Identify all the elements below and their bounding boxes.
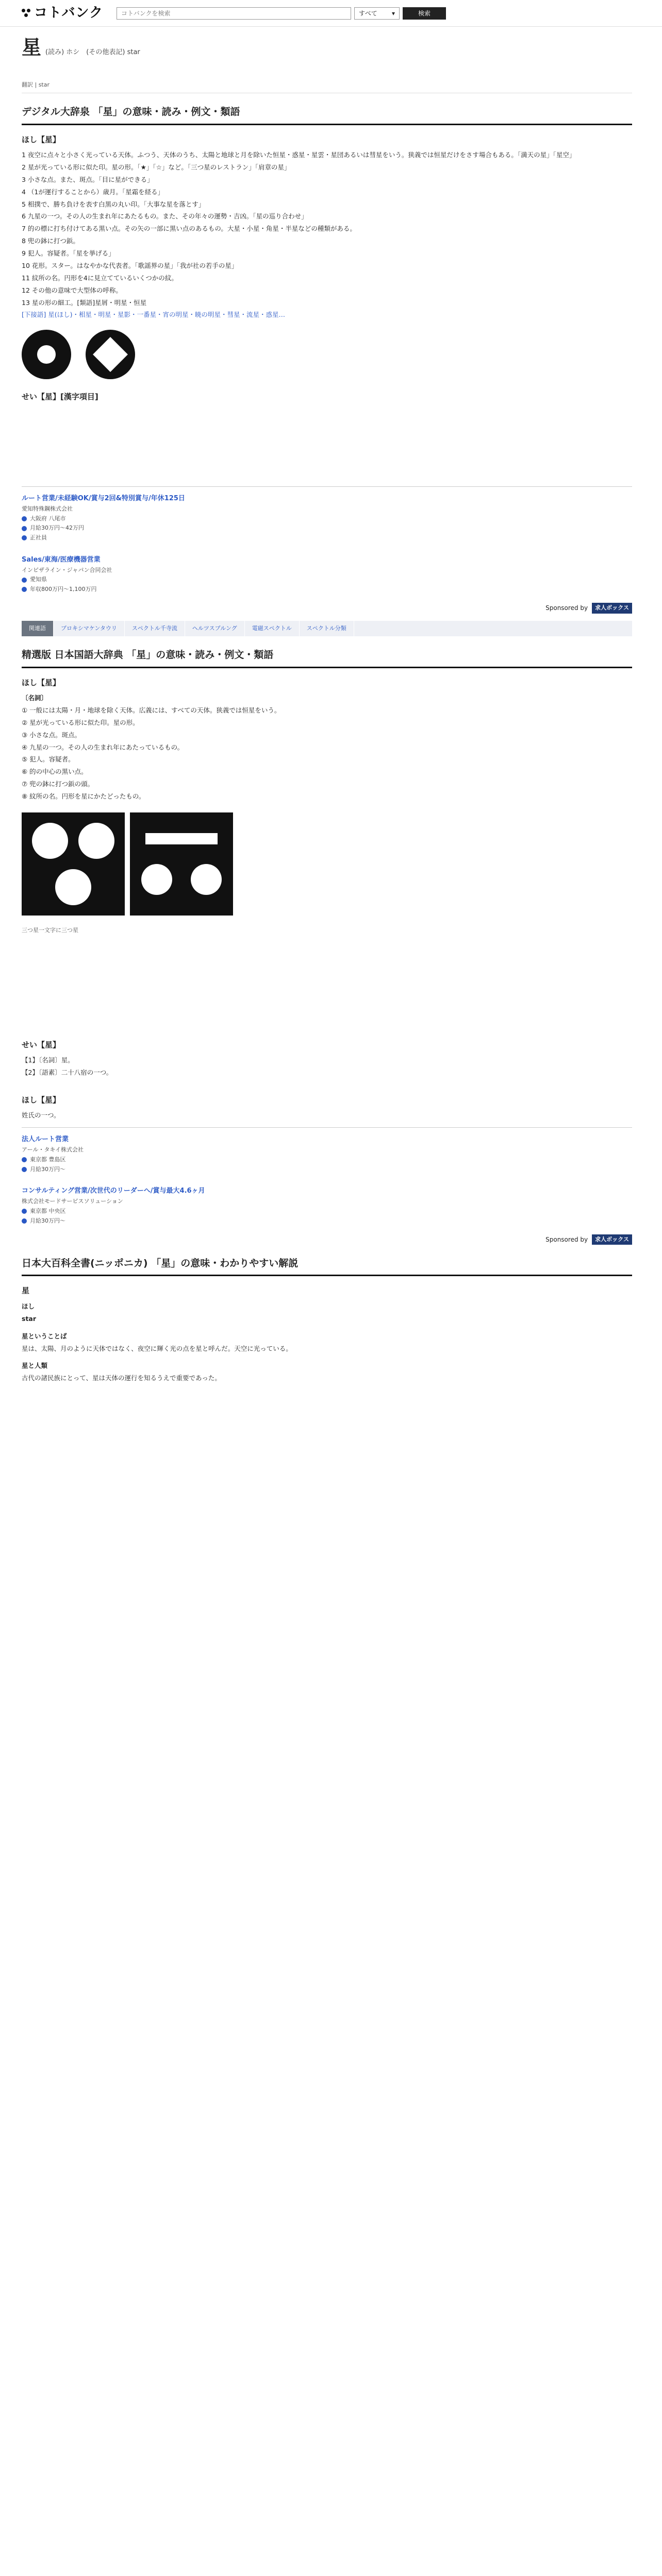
pin-icon — [22, 1209, 27, 1214]
entry-subhead: 〔名詞〕 — [22, 694, 48, 702]
logo-icon — [22, 9, 31, 18]
entry-line: ③ 小さな点。斑点。 — [22, 731, 81, 739]
sponsor-label — [22, 603, 632, 614]
ad-company: 愛知特殊鋼株式会社 — [22, 505, 73, 512]
ad-location — [22, 1155, 632, 1165]
entry-line: 12 その他の意味で大型体の呼称。 — [22, 286, 122, 294]
entry-body — [22, 692, 632, 802]
related-tabs — [22, 621, 632, 637]
star-crest-icon — [86, 330, 135, 379]
yen-icon — [22, 526, 27, 531]
ad-pay — [22, 523, 632, 533]
entry-line: 8 兜の鉢に打つ鋲。 — [22, 237, 79, 245]
entry-word: ほし【星】 — [22, 1095, 61, 1105]
search-button[interactable]: 検索 — [403, 7, 446, 20]
tab-item[interactable]: ヘルツスプルング — [185, 621, 245, 637]
tab-item[interactable]: プロキシマケンタウリ — [54, 621, 125, 637]
entry-line: 10 花形。スター。はなやかな代表者。「歌謡界の星」「我が社の若手の星」 — [22, 261, 238, 269]
section-title-daijisen: デジタル大辞泉 「星」の意味・読み・例文・類語 — [22, 104, 632, 125]
ad-company: 株式会社モードサービスソリューション — [22, 1198, 123, 1205]
kyujinbox-logo: 求人ボックス — [592, 603, 632, 614]
entry-line: ⑧ 紋所の名。円形を星にかたどったもの。 — [22, 792, 145, 800]
ad-location — [22, 514, 632, 524]
ad-location — [22, 575, 632, 585]
search-area — [117, 7, 446, 20]
entry-line: ⑦ 兜の鉢に打つ鋲の頭。 — [22, 780, 94, 788]
three-stars-crest-icon — [22, 812, 125, 916]
job-ad[interactable] — [22, 554, 632, 595]
ad-title[interactable]: ルート営業/未経験OK/賞与2回&特別賞与/年休125日 — [22, 494, 185, 502]
entry-body — [22, 1055, 632, 1078]
ad-location — [22, 1207, 632, 1216]
ad-company: アール・タキイ株式会社 — [22, 1146, 84, 1154]
yen-icon — [22, 1218, 27, 1224]
sub-entry-word: せい【星】[漢字項目] — [22, 392, 98, 402]
ad-location-text: 東京都 中央区 — [30, 1208, 66, 1215]
entry-word: せい【星】 — [22, 1040, 61, 1049]
crest-images — [22, 812, 632, 916]
ad-pay-text: 年収800万円〜1,100万円 — [30, 586, 97, 593]
entry-line: 【1】〔名詞〕星。 — [22, 1056, 74, 1064]
logo-text: コトバンク — [34, 5, 103, 21]
entry-line: 2 星が光っている形に似た印。星の形。「★」「☆」など。「三つ星のレストラン」「肩章の星」 — [22, 163, 291, 171]
search-select[interactable] — [354, 7, 400, 20]
divider — [22, 1127, 632, 1128]
translation-bar: 翻訳 | star — [22, 80, 632, 94]
section-title-nipponica: 日本大百科全書(ニッポニカ) 「星」の意味・わかりやすい解説 — [22, 1255, 632, 1276]
ad-type — [22, 533, 632, 543]
entry-line: 古代の諸民族にとって、星は天体の運行を知るうえで重要であった。 — [22, 1374, 221, 1382]
entry-line: 1 夜空に点々と小さく光っている天体。ふつう、天体のうち、太陽と地球と月を除いた恒星・惑星・星雲・星団あるいは彗星をいう。狭義では恒星だけをさす場合もある。「満天の星」「星空」 — [22, 151, 576, 159]
ad-pay — [22, 1165, 632, 1175]
ad-location-text: 東京都 豊島区 — [30, 1156, 66, 1163]
image-caption: 三つ星一文字に三つ星 — [22, 926, 78, 934]
tab-item[interactable]: スペクトル千寺流 — [125, 621, 185, 637]
entry-line: 5 相撲で、勝ち負けを表す白黒の丸い印。「大事な星を落とす」 — [22, 200, 205, 208]
ad-company: インビザライン・ジャパン合同会社 — [22, 566, 112, 573]
ad-location-text: 愛知県 — [30, 576, 47, 583]
chevron-down-icon: ▾ — [391, 9, 395, 17]
entry-line: 11 紋所の名。円形を4に見立てているいくつかの紋。 — [22, 274, 178, 282]
entry-body — [22, 1301, 632, 1384]
entry-line: 3 小さな点。また、斑点。「目に星ができる」 — [22, 175, 154, 183]
entry-line: ⑥ 的の中心の黒い点。 — [22, 768, 88, 776]
entry-line: ④ 九星の一つ。その人の生まれ年にあたっているもの。 — [22, 743, 184, 751]
entry-line: 7 的の標に打ち付けてある黒い点。その矢の一部に黒い点のあるもの。大星・小星・角星・半星などの種類がある。 — [22, 225, 356, 233]
sponsor-label — [22, 1234, 632, 1245]
entry-body — [22, 149, 632, 320]
page-title-area — [22, 36, 632, 60]
ad-type-text: 正社員 — [30, 534, 47, 541]
ad-pay-text: 月給30万円〜42万円 — [30, 524, 84, 532]
site-logo[interactable] — [22, 2, 103, 24]
entry-line: 【2】〔語素〕二十八宿の一つ。 — [22, 1068, 113, 1076]
tab-item[interactable]: 電磁スペクトル — [245, 621, 300, 637]
ad-pay — [22, 1216, 632, 1226]
ad-title[interactable]: 法人ルート営業 — [22, 1136, 69, 1144]
job-ad[interactable] — [22, 1185, 632, 1226]
subsection-heading: 星と人類 — [22, 1362, 48, 1370]
yen-icon — [22, 1167, 27, 1172]
entry-line: 6 九星の一つ。その人の生まれ年にあたるもの。また、その年々の運勢・吉凶。「星の巡り合わせ」 — [22, 212, 308, 221]
search-input[interactable] — [117, 7, 351, 20]
entry-word: ほし【星】 — [22, 134, 61, 144]
briefcase-icon — [22, 535, 27, 540]
pin-icon — [22, 578, 27, 583]
pin-icon — [22, 1157, 27, 1162]
entry-body — [22, 1110, 632, 1121]
tab-related[interactable]: 関連語 — [22, 621, 54, 637]
entry-line: 星は、太陽、月のように天体ではなく、夜空に輝く光の点を星と呼んだ。天空に光っている。 — [22, 1344, 292, 1352]
yen-icon — [22, 587, 27, 592]
ad-title[interactable]: Sales/東海/医療機器営業 — [22, 555, 101, 564]
crest-images — [22, 330, 632, 379]
entry-line: 13 星の形の細工。[類語]星屑・明星・恒星 — [22, 298, 147, 307]
page-title: 星 — [22, 36, 42, 59]
subsection-heading: 星ということば — [22, 1332, 67, 1340]
sponsor-text: Sponsored by — [545, 1235, 588, 1243]
sponsor-text: Sponsored by — [545, 604, 588, 612]
entry-english: star — [22, 1314, 37, 1323]
ad-pay — [22, 585, 632, 595]
pin-icon — [22, 516, 27, 521]
entry-line: 4 （1が運行することから）歳月。「星霜を経る」 — [22, 188, 164, 196]
job-ad[interactable] — [22, 493, 632, 543]
entry-word: ほし【星】 — [22, 677, 61, 687]
divider — [22, 486, 632, 487]
ad-title[interactable]: コンサルティング営業/次世代のリーダーへ/賞与最大4.6ヶ月 — [22, 1187, 205, 1195]
entry-line: ② 星が光っている形に似た印。星の形。 — [22, 718, 139, 726]
kyujinbox-logo: 求人ボックス — [592, 1234, 632, 1245]
entry-reading: ほし — [22, 1302, 35, 1310]
title-reading: (読み) ホシ (その他表記) star — [45, 48, 140, 56]
entry-line: ① 一般には太陽・月・地球を除く天体。広義には、すべての天体。狭義では恒星をいう。 — [22, 706, 281, 714]
ichimonji-crest-icon — [130, 812, 233, 916]
entry-line: 姓氏の一つ。 — [22, 1111, 60, 1120]
entry-word: 星 — [22, 1286, 30, 1296]
ad-pay-text: 月給30万円〜 — [30, 1217, 65, 1224]
entry-line: 9 犯人。容疑者。「星を挙げる」 — [22, 249, 115, 258]
ad-location-text: 大阪府 八尾市 — [30, 515, 66, 522]
section-title-nikkoku: 精選版 日本国語大辞典 「星」の意味・読み・例文・類語 — [22, 647, 632, 668]
tab-item[interactable]: スペクトル分類 — [300, 621, 354, 637]
search-select-label: すべて — [358, 9, 377, 17]
ad-pay-text: 月給30万円〜 — [30, 1165, 65, 1173]
related-words: [下接語] 星(ほし)・相星・明星・星影・一番星・宵の明星・暁の明星・彗星・流星・惑星… — [22, 311, 285, 319]
entry-line: ⑤ 犯人。容疑者。 — [22, 755, 75, 764]
star-crest-icon — [22, 330, 71, 379]
job-ad[interactable] — [22, 1134, 632, 1174]
